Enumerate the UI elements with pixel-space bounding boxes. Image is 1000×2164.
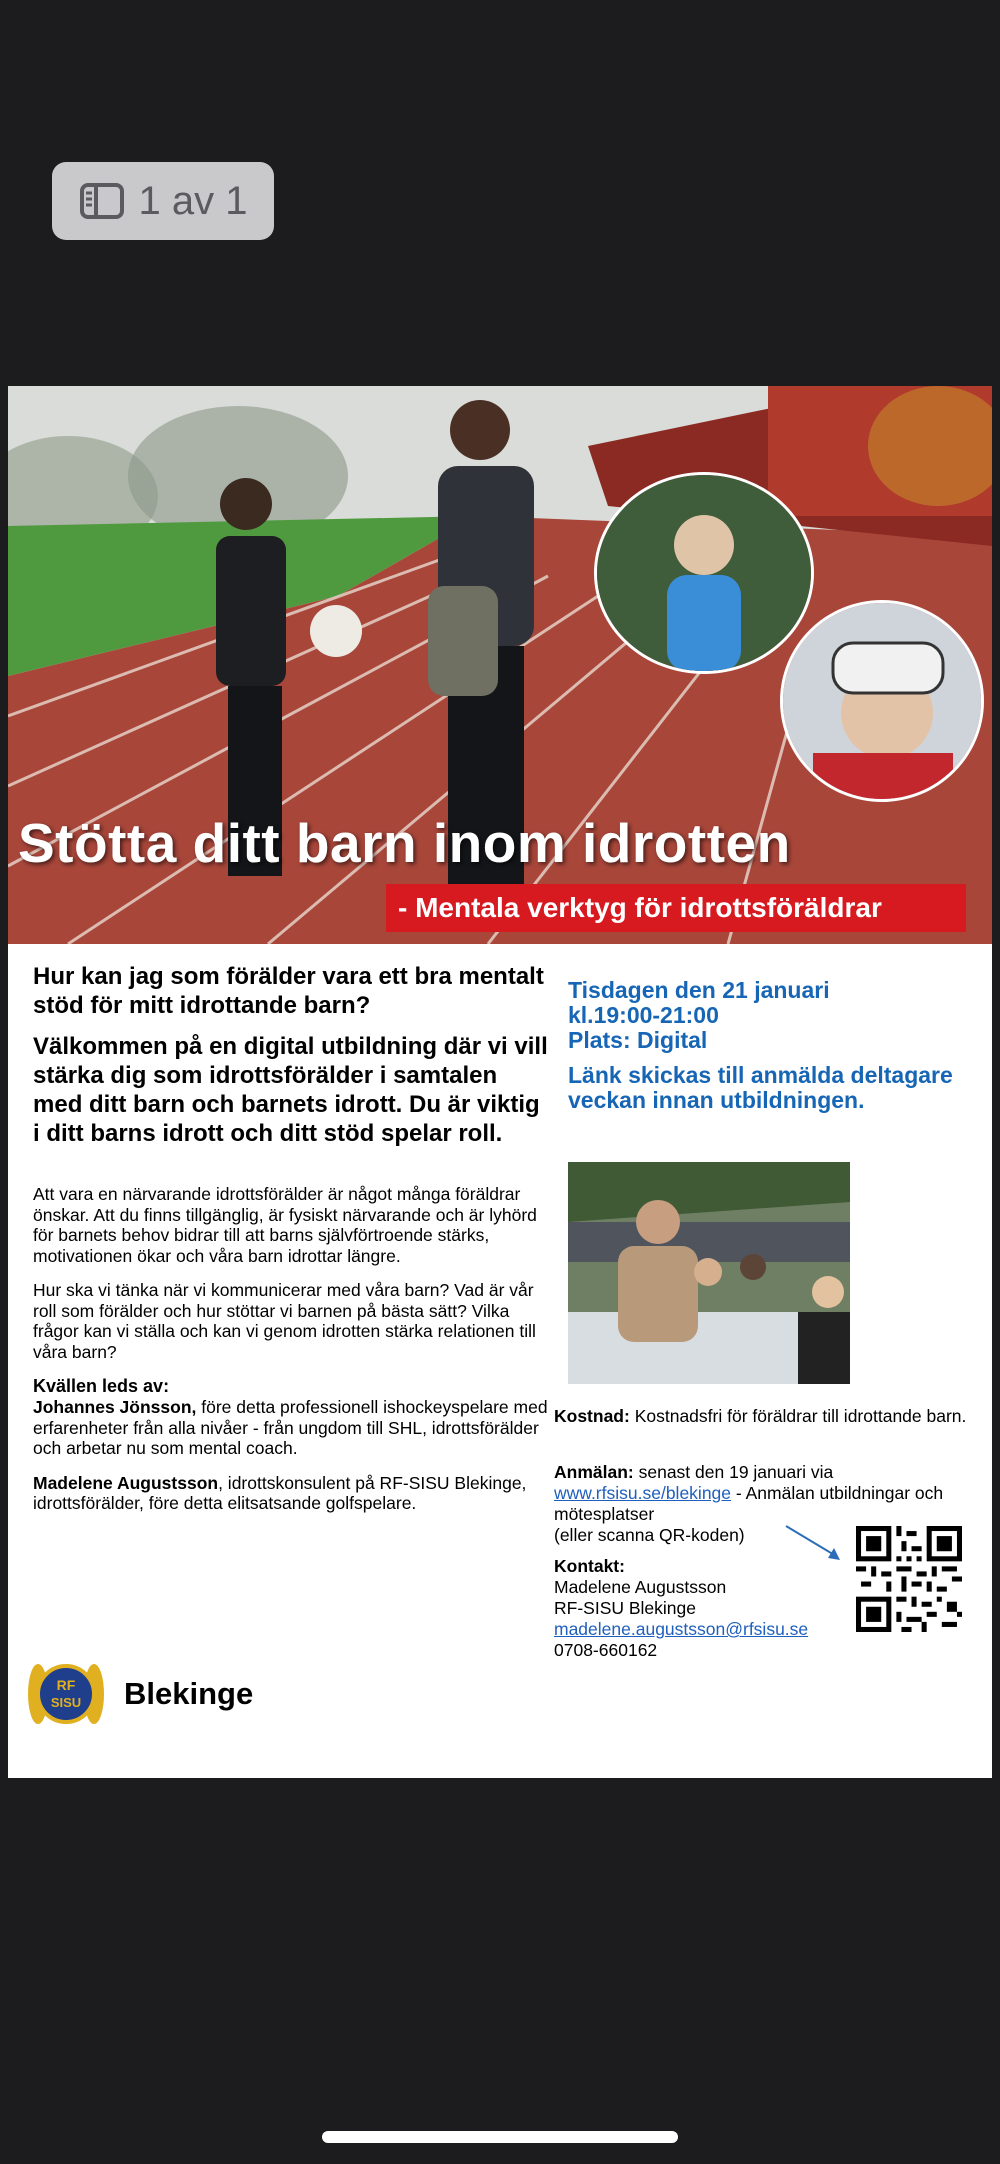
- leader-1-name: Johannes Jönsson,: [33, 1397, 197, 1417]
- contact-label: Kontakt:: [554, 1556, 625, 1576]
- contact-info: [554, 1556, 854, 1661]
- logo-badge-top: RF: [56, 1677, 76, 1693]
- intro-paragraph: Att vara en närvarande idrottsförälder är något många föräldrar önskar. Att du finns tillgänglig, är fysiskt närvarande och är lyhörd för barnets behov bidrar till att barns självförtroende stärks, motivationen ökar och våra barn idrottar längre.: [33, 1184, 537, 1266]
- leader-1-text: före detta professionell ishockeyspelare med erfarenheter från alla nivåer - från ungdom till SHL, idrottsförälder och arbetar nu som mental coach.: [33, 1397, 548, 1458]
- register-link[interactable]: www.rfsisu.se/blekinge: [554, 1483, 732, 1503]
- question-heading: Hur kan jag som förälder vara ett bra mentalt stöd för mitt idrottande barn?: [33, 963, 544, 1019]
- register-text: senast den 19 januari via: [638, 1462, 834, 1482]
- register-label: Anmälan:: [554, 1462, 634, 1482]
- cost-info: [554, 1406, 992, 1427]
- leader-2-name: Madelene Augustsson: [33, 1472, 219, 1493]
- welcome-heading: Välkommen på en digital utbildning där vi vill stärka dig som idrottsförälder i samtalen med ditt barn och barnets idrott. Du är viktig i ditt barns idrott och ditt stöd spelar roll.: [33, 1033, 548, 1147]
- rf-sisu-emblem-icon: [24, 1654, 108, 1734]
- register-qr-note: (eller scanna QR-koden): [554, 1525, 745, 1545]
- page-indicator[interactable]: [52, 162, 274, 240]
- home-indicator[interactable]: [322, 2131, 678, 2143]
- stadium-photo: [568, 1162, 850, 1384]
- page-indicator-label: 1 av 1: [138, 178, 248, 223]
- sidebar-icon: [79, 182, 125, 220]
- logo-text: Blekinge: [124, 1676, 254, 1711]
- event-date: Tisdagen den 21 januari: [568, 977, 830, 1003]
- event-time: kl.19:00-21:00: [568, 1002, 719, 1028]
- link-info: Länk skickas till anmälda deltagare veckan innan utbildningen.: [568, 1062, 953, 1113]
- register-link-suffix: - Anmälan utbildningar och mötesplatser: [554, 1483, 944, 1524]
- leader-2: [33, 1473, 553, 1514]
- contact-phone: 0708-660162: [554, 1640, 658, 1660]
- cost-label: Kostnad:: [554, 1406, 630, 1426]
- leader-1: [33, 1397, 553, 1459]
- rf-sisu-logo: [24, 1654, 253, 1734]
- leader-2-text: , idrottskonsulent på RF-SISU Blekinge, idrottsförälder, före detta elitsatsande golfspelare.: [33, 1472, 527, 1513]
- hero-image: [8, 386, 992, 944]
- portrait-golfer: [594, 472, 814, 674]
- qr-code[interactable]: [856, 1526, 962, 1632]
- contact-org: RF-SISU Blekinge: [554, 1598, 696, 1618]
- event-datetime: [568, 978, 980, 1053]
- document-page[interactable]: [8, 386, 992, 1778]
- logo-badge-bottom: SISU: [50, 1695, 82, 1710]
- poster-title: Stötta ditt barn inom idrotten: [18, 812, 791, 874]
- portrait-hockey-player: [780, 600, 984, 802]
- contact-name: Madelene Augustsson: [554, 1577, 727, 1597]
- contact-email[interactable]: madelene.augustsson@rfsisu.se: [554, 1619, 809, 1639]
- main-text-column: [33, 962, 553, 1528]
- event-location: Plats: Digital: [568, 1027, 708, 1053]
- led-by-heading: Kvällen leds av:: [33, 1376, 170, 1396]
- poster-subtitle: - Mentala verktyg för idrottsföräldrar: [386, 884, 966, 932]
- questions-paragraph: Hur ska vi tänka när vi kommunicerar med våra barn? Vad är vår roll som förälder och hur stöttar vi barnen på bästa sätt? Vilka frågor kan vi ställa och kan vi genom idrotten stärka relationen till våra barn?: [33, 1280, 536, 1362]
- event-info-column: [560, 978, 980, 1129]
- cost-text: Kostnadsfri för föräldrar till idrottande barn.: [634, 1406, 967, 1426]
